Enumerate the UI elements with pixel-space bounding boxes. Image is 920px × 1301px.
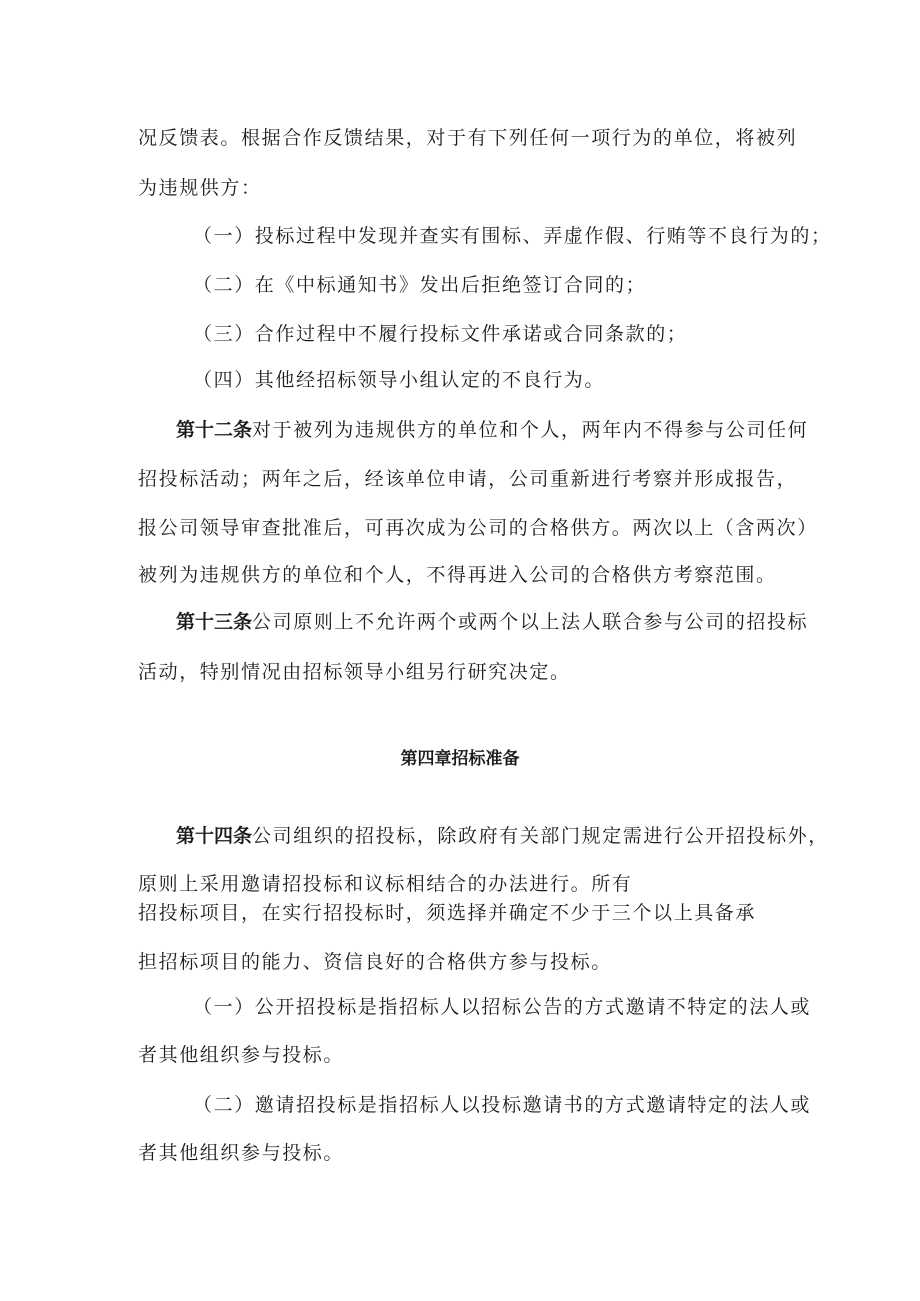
list-item: （二）在《中标通知书》发出后拒绝签订合同的； xyxy=(193,274,647,296)
list-item: （一）投标过程中发现并查实有围标、弄虚作假、行贿等不良行为的； xyxy=(193,225,832,247)
list-item: 者其他组织参与投标。 xyxy=(138,1044,345,1066)
paragraph-line: 为违规供方： xyxy=(138,177,262,199)
article-12-line: 招投标活动；两年之后，经该单位申请，公司重新进行考察并形成报告， xyxy=(138,468,798,490)
paragraph-line: 况反馈表。根据合作反馈结果，对于有下列任何一项行为的单位，将被列 xyxy=(138,127,798,149)
article-label: 第十四条 xyxy=(176,825,253,847)
article-text: 对于被列为违规供方的单位和个人，两年内不得参与公司任何 xyxy=(252,419,809,441)
chapter-title: 第四章招标准备 xyxy=(400,749,520,769)
article-label: 第十二条 xyxy=(176,419,253,441)
article-14-line: 担招标项目的能力、资信良好的合格供方参与投标。 xyxy=(138,951,612,973)
article-12-line: 被列为违规供方的单位和个人，不得再进入公司的合格供方考察范围。 xyxy=(138,564,777,586)
list-item: （四）其他经招标领导小组认定的不良行为。 xyxy=(193,369,606,391)
list-item: （一）公开招投标是指招标人以招标公告的方式邀请不特定的法人或 xyxy=(193,996,812,1018)
article-text: 公司原则上不允许两个或两个以上法人联合参与公司的招投标 xyxy=(252,611,809,633)
article-14-line: 招投标项目，在实行招投标时，须选择并确定不少于三个以上具备承 xyxy=(138,902,757,924)
article-12-line xyxy=(176,418,808,442)
list-item: （二）邀请招投标是指招标人以投标邀请书的方式邀请特定的法人或 xyxy=(193,1094,812,1116)
article-12-line: 报公司领导审查批准后，可再次成为公司的合格供方。两次以上（含两次） xyxy=(138,517,818,539)
article-14-line: 原则上采用邀请招投标和议标相结合的办法进行。所有 xyxy=(138,873,633,895)
article-label: 第十三条 xyxy=(176,611,253,633)
article-14-line xyxy=(176,824,829,848)
article-13-line xyxy=(176,610,808,634)
list-item: （三）合作过程中不履行投标文件承诺或合同条款的； xyxy=(193,323,688,345)
article-13-line: 活动，特别情况由招标领导小组另行研究决定。 xyxy=(138,661,571,683)
article-text: 公司组织的招投标，除政府有关部门规定需进行公开招投标外， xyxy=(252,825,829,847)
list-item: 者其他组织参与投标。 xyxy=(138,1142,345,1164)
